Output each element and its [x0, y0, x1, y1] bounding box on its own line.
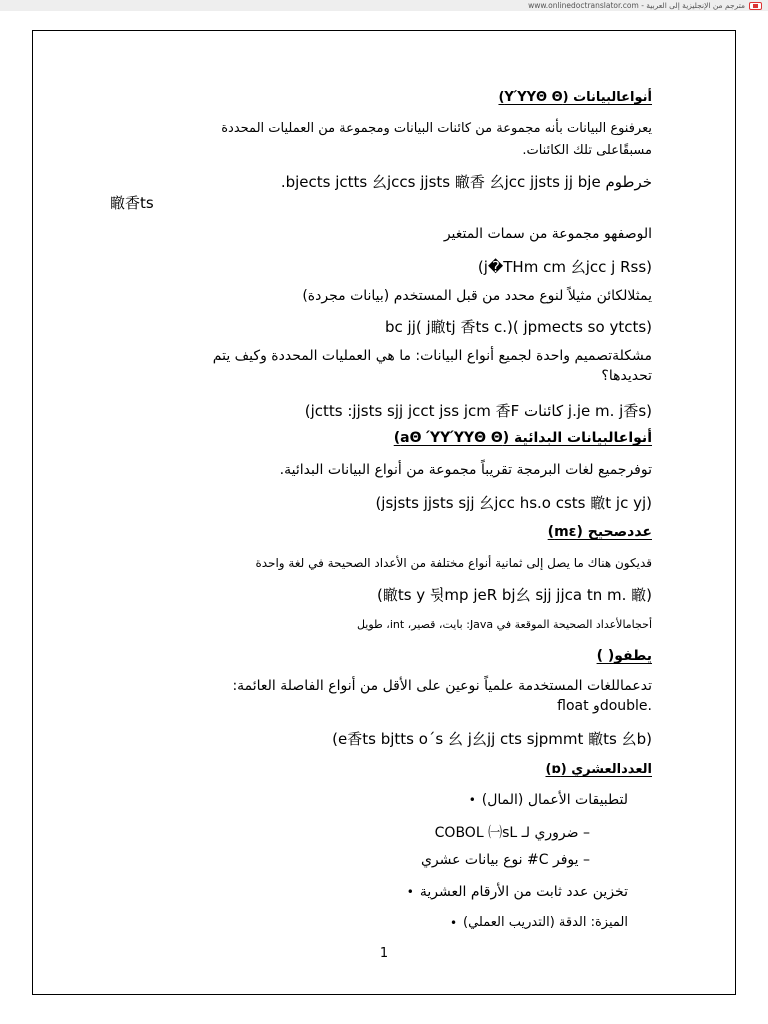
garbled-line: (jpmects so ytcts )bc jj( j瞮tj 香ts c.) [385, 318, 652, 336]
heading-float: يطفو( ) [596, 648, 652, 664]
paragraph-line: الوصفهو مجموعة من سمات المتغير [443, 226, 652, 242]
list-item-text: لتطبيقات الأعمال (المال) [481, 792, 628, 808]
pdf-icon [749, 2, 762, 10]
list-item [469, 792, 628, 808]
paragraph-line: قديكون هناك ما يصل إلى ثمانية أنواع مختلفة من الأعداد الصحيحة في لغة واحدة [255, 556, 652, 570]
list-item [407, 884, 628, 900]
paragraph-line: مسبقًاعلى تلك الكائنات. [522, 143, 652, 158]
translator-banner[interactable] [528, 0, 762, 11]
paragraph-line: يعرفنوع البيانات بأنه مجموعة من كائنات البيانات ومجموعة من العمليات المحددة [221, 121, 652, 136]
bullet-icon: • [449, 915, 458, 930]
garbled-line: خرطوم bjects jctts 幺jccs jjsts 瞮香 幺jcc jjsts jj bje. [280, 173, 652, 191]
list-item-text: تخزين عدد ثابت من الأرقام العشرية [419, 884, 628, 900]
list-item [450, 915, 628, 930]
garbled-line: (j.je m. j香s كائنات jctts :jjsts sjj jcct jss jcm 香F) [304, 402, 652, 420]
paragraph-line: تحديدها؟ [601, 368, 652, 384]
garbled-line: (瞮ts y 뒷mp jeR bj幺 sjj jjca tn m. 瞮) [376, 586, 652, 604]
list-item [435, 822, 590, 842]
bullet-icon: • [468, 793, 476, 807]
paragraph-line: .doubleو float [557, 698, 652, 714]
paragraph-line: توفرجميع لغات البرمجة تقريباً مجموعة من أنواع البيانات البدائية. [279, 462, 652, 478]
heading-decimal: العددالعشري (ɒ) [545, 762, 652, 777]
garbled-line: (j�THm cm 幺jcc j Rss) [477, 258, 652, 276]
garbled-line-wrap: 瞮香ts [110, 194, 154, 212]
paragraph-line: يمثلالكائن مثيلاً لنوع محدد من قبل المستخدم (بيانات مجردة) [302, 288, 652, 304]
bullet-icon: • [406, 885, 414, 899]
heading-integer: عددصحيح (mɛ) [547, 524, 652, 540]
paragraph-line: أحجامالأعداد الصحيحة الموقعة في Java: بايت، قصير، int، طويل [356, 618, 652, 631]
list-item-text: – يوفر C# نوع بيانات عشري [420, 852, 590, 868]
heading-primitive-types: أنواعالبيانات البدائية (aΘ ΎΥΎΥΘ Θ) [393, 430, 652, 446]
list-item [421, 852, 590, 868]
garbled-line: (e香ts bjtts o´s 幺 j幺jj cts sjpmmt 瞮ts 幺b) [332, 730, 652, 748]
list-item-text: الميزة: الدقة (التدريب العملي) [463, 915, 628, 930]
list-item-text: – ضروري لـ COBOL ㈠sL [434, 825, 590, 841]
translator-banner-text[interactable]: مترجم من الإنجليزية إلى العربية - www.onlinedoctranslator.com [528, 1, 745, 10]
page-number: 1 [379, 946, 389, 961]
heading-data-types: أنواعالبيانات (ΥΎΥΘ Θ) [498, 90, 652, 105]
paragraph-line: تدعماللغات المستخدمة علمياً نوعين على الأقل من أنواع الفاصلة العائمة: [232, 678, 652, 694]
garbled-line: (jsjsts jjsts sjj 幺jcc hs.o csts 瞮t jc yj) [375, 494, 652, 512]
paragraph-line: مشكلةتصميم واحدة لجميع أنواع البيانات: ما هي العمليات المحددة وكيف يتم [212, 348, 652, 364]
